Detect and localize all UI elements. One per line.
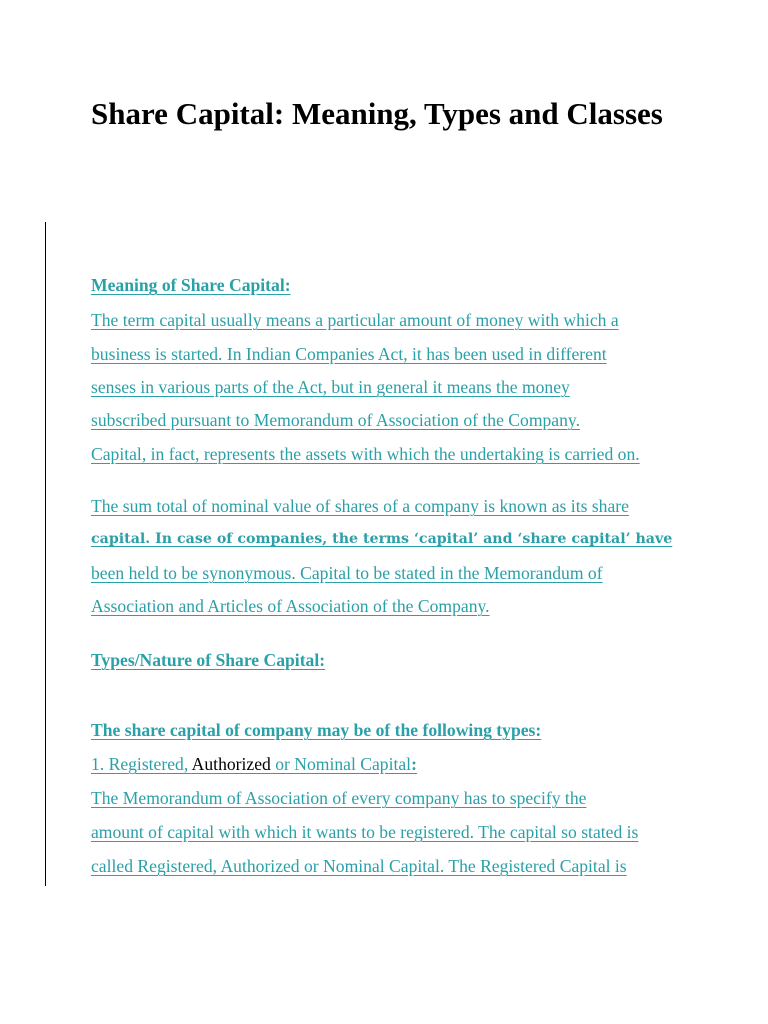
meaning-heading-link[interactable]: Meaning of Share Capital:	[91, 275, 291, 295]
item1-authorized-text: Authorized	[191, 754, 271, 774]
paragraph3-line3[interactable]: called Registered, Authorized or Nominal Capital. The Registered Capital is	[91, 856, 627, 876]
paragraph2-line4[interactable]: Association and Articles of Association of the Company.	[91, 596, 490, 616]
paragraph1-line2[interactable]: business is started. In Indian Companies Act, it has been used in different	[91, 344, 607, 364]
document-title: Share Capital: Meaning, Types and Classes	[91, 96, 663, 131]
item1-nominal-text[interactable]: or Nominal Capital	[270, 754, 412, 774]
paragraph1-line3[interactable]: senses in various parts of the Act, but in general it means the money	[91, 377, 570, 397]
paragraph1-line1[interactable]: The term capital usually means a particular amount of money with which a	[91, 310, 619, 330]
item1-registered-text[interactable]: 1. Registered,	[91, 754, 192, 774]
paragraph2-line2[interactable]: capital. In case of companies, the terms ‘capital’ and ‘share capital’ have	[91, 531, 673, 547]
types-intro-link[interactable]: The share capital of company may be of the following types:	[91, 720, 542, 740]
paragraph1-line4[interactable]: subscribed pursuant to Memorandum of Association of the Company.	[91, 410, 580, 430]
item1-heading[interactable]	[91, 752, 417, 776]
paragraph3-line1[interactable]: The Memorandum of Association of every company has to specify the	[91, 788, 587, 808]
paragraph3-line2[interactable]: amount of capital with which it wants to be registered. The capital so stated is	[91, 822, 639, 842]
margin-change-bar	[45, 222, 46, 886]
paragraph1-line5[interactable]: Capital, in fact, represents the assets with which the undertaking is carried on.	[91, 444, 640, 464]
item1-colon: :	[411, 754, 417, 774]
paragraph2-line3[interactable]: been held to be synonymous. Capital to be stated in the Memorandum of	[91, 563, 603, 583]
types-heading-link[interactable]: Types/Nature of Share Capital:	[91, 650, 326, 670]
paragraph2-line1[interactable]: The sum total of nominal value of shares of a company is known as its share	[91, 496, 629, 516]
